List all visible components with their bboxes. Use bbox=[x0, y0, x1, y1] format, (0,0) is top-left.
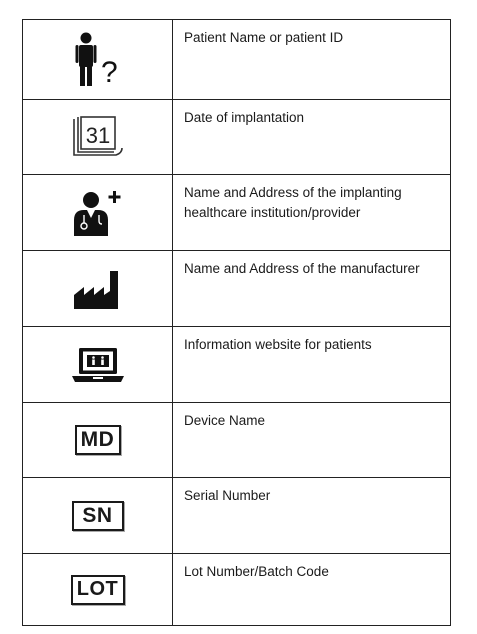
row-description: Lot Number/Batch Code bbox=[184, 564, 329, 579]
patient-identification-icon bbox=[68, 30, 128, 90]
date-of-implantation-icon bbox=[70, 115, 126, 159]
table-row bbox=[23, 403, 450, 478]
symbol-cell bbox=[23, 327, 173, 402]
symbol-cell bbox=[23, 251, 173, 326]
table-row bbox=[23, 478, 450, 554]
symbol-cell bbox=[23, 20, 173, 99]
row-description: Name and Address of the implanting healthcare institution/provider bbox=[184, 185, 402, 220]
symbol-cell bbox=[23, 100, 173, 174]
table-row bbox=[23, 175, 450, 251]
table-row bbox=[23, 554, 450, 625]
row-description: Serial Number bbox=[184, 488, 271, 503]
row-description: Date of implantation bbox=[184, 110, 305, 125]
row-description: Patient Name or patient ID bbox=[184, 30, 344, 45]
row-description: Device Name bbox=[184, 413, 266, 428]
table-row bbox=[23, 251, 450, 327]
row-description: Name and Address of the manufacturer bbox=[184, 261, 420, 276]
information-website-laptop-icon bbox=[71, 345, 125, 385]
lot-batch-code-icon: LOT bbox=[71, 575, 125, 605]
row-description: Information website for patients bbox=[184, 337, 372, 352]
symbol-cell bbox=[23, 554, 173, 625]
device-name-md-icon: MD bbox=[75, 425, 121, 455]
symbol-cell bbox=[23, 478, 173, 553]
manufacturer-factory-icon bbox=[72, 267, 124, 311]
table-row bbox=[23, 20, 450, 100]
symbol-cell bbox=[23, 175, 173, 250]
symbols-legend-table bbox=[22, 19, 451, 626]
table-row bbox=[23, 100, 450, 175]
svg-text:?: ? bbox=[100, 55, 118, 89]
table-row bbox=[23, 327, 450, 403]
calendar-day-label: 31 bbox=[85, 123, 110, 148]
symbol-cell bbox=[23, 403, 173, 477]
serial-number-sn-icon: SN bbox=[72, 501, 124, 531]
healthcare-provider-icon bbox=[70, 188, 126, 238]
